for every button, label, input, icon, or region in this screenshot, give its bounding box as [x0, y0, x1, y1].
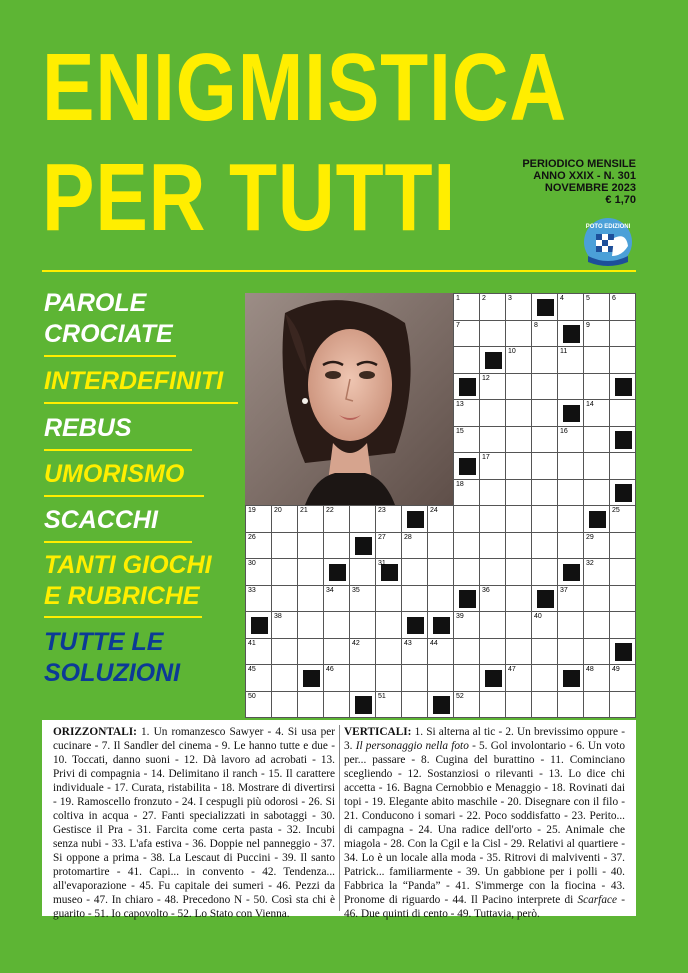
grid-cell: [479, 691, 506, 719]
grid-block: [485, 670, 502, 687]
menu-interdefiniti: INTERDEFINITI: [44, 367, 224, 395]
menu-soluzioni-line2: SOLUZIONI: [44, 659, 181, 687]
grid-cell: [531, 399, 558, 427]
down-heading: VERTICALI:: [344, 726, 412, 738]
grid-cell: [557, 320, 584, 348]
menu-underline: [44, 355, 176, 357]
grid-cell: [271, 505, 298, 533]
grid-cell: [609, 399, 636, 427]
grid-block: [537, 299, 554, 316]
grid-cell: [375, 585, 402, 613]
grid-cell: [349, 558, 376, 586]
grid-cell: [557, 638, 584, 666]
grid-cell: [505, 399, 532, 427]
grid-cell: [609, 691, 636, 719]
grid-number: 52: [456, 692, 464, 700]
grid-cell: [271, 585, 298, 613]
grid-cell: [453, 346, 480, 374]
issue-info: [522, 158, 636, 206]
grid-number: 13: [456, 401, 464, 408]
grid-number: 21: [300, 507, 308, 514]
grid-cell: [505, 320, 532, 348]
grid-cell: [479, 452, 506, 480]
grid-cell: [297, 585, 324, 613]
price: € 1,70: [605, 194, 636, 206]
menu-underline: [44, 616, 202, 618]
grid-cell: [479, 346, 506, 374]
grid-cell: [505, 373, 532, 401]
grid-number: 12: [482, 374, 490, 382]
grid-number: 26: [248, 533, 256, 541]
grid-cell: [453, 691, 480, 719]
grid-cell: [479, 293, 506, 321]
grid-cell: [427, 585, 454, 613]
grid-cell: [479, 558, 506, 586]
grid-number: 28: [404, 533, 412, 541]
grid-cell: [505, 611, 532, 639]
grid-cell: [583, 426, 610, 454]
grid-cell: [323, 532, 350, 560]
grid-cell: [609, 320, 636, 348]
grid-cell: [375, 532, 402, 560]
grid-number: 33: [248, 586, 256, 594]
grid-cell: [505, 638, 532, 666]
grid-number: 4: [560, 295, 564, 302]
grid-cell: [271, 638, 298, 666]
grid-cell: [609, 558, 636, 586]
grid-cell: [427, 558, 454, 586]
grid-cell: [583, 452, 610, 480]
grid-number: 39: [456, 613, 464, 620]
grid-number: 46: [326, 666, 334, 673]
masthead-line1: ENIGMISTICA: [42, 34, 568, 141]
grid-cell: [297, 611, 324, 639]
grid-cell: [531, 346, 558, 374]
grid-cell: [609, 505, 636, 533]
grid-cell: [505, 664, 532, 692]
grid-cell: [557, 691, 584, 719]
grid-cell: [479, 664, 506, 692]
grid-cell: [479, 320, 506, 348]
grid-number: 10: [508, 348, 516, 355]
across-heading: ORIZZONTALI:: [53, 726, 137, 738]
grid-cell: [375, 691, 402, 719]
grid-cell: [401, 638, 428, 666]
issue-date: NOVEMBRE 2023: [544, 182, 636, 194]
grid-number: 22: [326, 507, 334, 514]
grid-cell: [531, 320, 558, 348]
grid-number: 14: [586, 401, 594, 408]
grid-cell: [557, 664, 584, 692]
grid-cell: [245, 532, 272, 560]
grid-block: [355, 696, 372, 713]
grid-cell: [349, 532, 376, 560]
grid-number: 23: [378, 507, 386, 514]
across-clues: 1. Un romanzesco Sawyer - 4. Si usa per cucinare - 7. Il Sandler del cinema - 9. Le hanno tutte e due - 10. Toccati, danno suoni - 12. Dà lavoro ad acrobati - 13. Privi di compagnia - 14. Delimitano il ranch - 15. Il carattere individuale - 17. Curata, ristabilita - 18. Mostrare di divertirsi - 19. Ramoscello fronzuto - 24. I cespugli più odorosi - 26. Si coltiva in acqua - 27. Fanti specializzati in sabotaggi - 30. Gestisce il Pra - 31. Farcita come certa pasta - 32. Incubi senza nubi - 33. L'afa estiva - 36. Doppie nel panneggio - 37. Si oppone a prima - 38. La Lescaut di Puccini - 39. Il santo protomartire - 41. Capi... in convento - 42. Tendenza... all'evaporazione - 45. Fu capitale dei sumeri - 46. Pezzi da museo - 47. In chiaro - 48. Precedono N - 50. Così sta chi è guarito - 51. Io capovolto - 52. Lo Stato con Vienna.: [53, 726, 335, 920]
grid-cell: [349, 664, 376, 692]
grid-cell: [505, 452, 532, 480]
grid-number: 15: [456, 427, 464, 435]
grid-block: [459, 458, 476, 475]
grid-cell: [453, 373, 480, 401]
grid-cell: [401, 532, 428, 560]
grid-cell: [557, 346, 584, 374]
grid-cell: [505, 558, 532, 586]
grid-cell: [271, 611, 298, 639]
grid-cell: [531, 638, 558, 666]
grid-cell: [583, 611, 610, 639]
menu-tanti-giochi: [44, 550, 212, 612]
grid-cell: [427, 691, 454, 719]
grid-number: 7: [456, 321, 460, 329]
grid-cell: [531, 691, 558, 719]
logo-text: POTO EDIZIONI: [585, 224, 631, 230]
grid-cell: [323, 638, 350, 666]
grid-cell: [271, 558, 298, 586]
grid-cell: [375, 611, 402, 639]
grid-number: 1: [456, 295, 460, 302]
grid-cell: [505, 505, 532, 533]
grid-cell: [531, 426, 558, 454]
grid-number: 51: [378, 692, 386, 700]
grid-cell: [349, 691, 376, 719]
grid-cell: [427, 532, 454, 560]
grid-cell: [531, 452, 558, 480]
grid-number: 5: [586, 295, 590, 302]
grid-number: 34: [326, 586, 334, 594]
grid-number: 50: [248, 692, 256, 700]
grid-cell: [583, 373, 610, 401]
grid-number: 2: [482, 295, 486, 302]
grid-cell: [557, 373, 584, 401]
grid-cell: [297, 691, 324, 719]
grid-cell: [531, 558, 558, 586]
grid-cell: [271, 664, 298, 692]
grid-number: 8: [534, 321, 538, 329]
grid-cell: [557, 479, 584, 507]
menu-soluzioni-line1: TUTTE LE: [44, 628, 164, 656]
grid-cell: [453, 558, 480, 586]
grid-cell: [557, 399, 584, 427]
grid-number: 49: [612, 666, 620, 673]
grid-block: [485, 352, 502, 369]
grid-cell: [245, 585, 272, 613]
grid-cell: [427, 638, 454, 666]
grid-cell: [557, 452, 584, 480]
grid-number: 27: [378, 533, 386, 541]
grid-number: 42: [352, 639, 360, 647]
issue-number: ANNO XXIX - N. 301: [533, 170, 636, 182]
grid-cell: [531, 505, 558, 533]
grid-cell: [531, 373, 558, 401]
grid-cell: [583, 505, 610, 533]
grid-cell: [557, 558, 584, 586]
grid-block: [563, 670, 580, 687]
header-divider: [42, 270, 636, 272]
menu-underline: [44, 402, 238, 404]
grid-cell: [375, 638, 402, 666]
menu-underline: [44, 495, 204, 497]
grid-cell: [271, 532, 298, 560]
grid-number: 47: [508, 666, 516, 673]
grid-cell: [505, 293, 532, 321]
grid-cell: [401, 505, 428, 533]
periodic-label: PERIODICO MENSILE: [522, 158, 636, 170]
grid-cell: [609, 479, 636, 507]
menu-parole-line1: PAROLE: [44, 289, 147, 317]
grid-number: 16: [560, 427, 568, 435]
grid-block: [459, 590, 476, 607]
grid-cell: [323, 691, 350, 719]
grid-cell: [349, 585, 376, 613]
grid-number: 11: [560, 348, 568, 355]
grid-cell: [479, 532, 506, 560]
grid-cell: [609, 373, 636, 401]
grid-cell: [583, 399, 610, 427]
grid-cell: [531, 293, 558, 321]
grid-cell: [479, 611, 506, 639]
grid-number: 48: [586, 666, 594, 673]
grid-block: [329, 564, 346, 581]
grid-cell: [505, 426, 532, 454]
menu-underline: [44, 541, 192, 543]
grid-cell: [245, 611, 272, 639]
grid-block: [563, 325, 580, 342]
grid-number: 40: [534, 613, 542, 620]
grid-cell: [557, 532, 584, 560]
clues-box: [42, 720, 636, 920]
grid-cell: [531, 611, 558, 639]
grid-block: [615, 484, 632, 501]
grid-cell: [609, 426, 636, 454]
menu-parole-crociate: [44, 288, 173, 350]
clues-down: [339, 725, 629, 920]
grid-cell: [479, 505, 506, 533]
menu-tanti-line2: E RUBRICHE: [44, 582, 200, 610]
grid-cell: [453, 611, 480, 639]
grid-cell: [531, 532, 558, 560]
grid-cell: [427, 611, 454, 639]
grid-cell: [453, 479, 480, 507]
grid-cell: [297, 532, 324, 560]
grid-cell: [297, 638, 324, 666]
grid-cell: [557, 611, 584, 639]
cover-photo: [245, 293, 453, 505]
grid-cell: [479, 585, 506, 613]
grid-number: 36: [482, 586, 490, 594]
menu-rebus: REBUS: [44, 414, 132, 442]
grid-cell: [531, 585, 558, 613]
grid-cell: [453, 399, 480, 427]
down-clue-italic-2: Scarface: [577, 894, 617, 906]
grid-cell: [453, 505, 480, 533]
grid-cell: [479, 399, 506, 427]
grid-number: 18: [456, 480, 464, 488]
grid-block: [589, 511, 606, 528]
grid-cell: [453, 320, 480, 348]
grid-number: 19: [248, 507, 256, 514]
grid-number: 25: [612, 507, 620, 514]
menu-tanti-line1: TANTI GIOCHI: [44, 551, 212, 579]
grid-cell: [583, 638, 610, 666]
grid-cell: [245, 638, 272, 666]
grid-cell: [505, 585, 532, 613]
grid-cell: [297, 505, 324, 533]
grid-cell: [401, 691, 428, 719]
grid-number: 20: [274, 507, 282, 514]
grid-cell: [609, 452, 636, 480]
grid-cell: [453, 452, 480, 480]
grid-cell: [531, 664, 558, 692]
grid-cell: [609, 585, 636, 613]
grid-block: [433, 617, 450, 634]
grid-cell: [557, 293, 584, 321]
grid-cell: [375, 505, 402, 533]
grid-number: 29: [586, 533, 594, 541]
grid-cell: [375, 558, 402, 586]
grid-cell: [583, 320, 610, 348]
down-clues-1: 1. Si alterna al tic - 2. Un brevissimo oppure - 3.: [344, 726, 625, 752]
grid-cell: [609, 638, 636, 666]
grid-cell: [453, 638, 480, 666]
grid-cell: [453, 532, 480, 560]
grid-cell: [479, 638, 506, 666]
grid-cell: [375, 664, 402, 692]
grid-block: [303, 670, 320, 687]
grid-number: 6: [612, 295, 616, 302]
grid-cell: [531, 479, 558, 507]
grid-number: 17: [482, 454, 490, 461]
grid-block: [407, 617, 424, 634]
down-clue-italic: Il personaggio nella foto: [355, 740, 469, 752]
down-clues-3: - 46. Due quinti di cento - 49. Tuttavia, però.: [344, 894, 625, 920]
menu-umorismo: UMORISMO: [44, 460, 185, 488]
grid-cell: [583, 664, 610, 692]
menu-soluzioni: [44, 627, 180, 689]
grid-cell: [427, 664, 454, 692]
grid-cell: [583, 346, 610, 374]
grid-cell: [453, 664, 480, 692]
grid-block: [615, 431, 632, 448]
grid-cell: [505, 691, 532, 719]
grid-cell: [245, 505, 272, 533]
grid-cell: [557, 505, 584, 533]
grid-number: 9: [586, 321, 590, 329]
grid-number: 41: [248, 639, 256, 647]
grid-cell: [609, 293, 636, 321]
grid-cell: [479, 373, 506, 401]
grid-block: [459, 378, 476, 395]
grid-cell: [245, 691, 272, 719]
grid-number: 24: [430, 507, 438, 514]
grid-cell: [557, 426, 584, 454]
grid-cell: [401, 664, 428, 692]
grid-cell: [583, 293, 610, 321]
grid-cell: [349, 505, 376, 533]
grid-number: 32: [586, 560, 594, 567]
grid-cell: [505, 346, 532, 374]
grid-cell: [245, 664, 272, 692]
grid-cell: [479, 479, 506, 507]
grid-cell: [453, 426, 480, 454]
grid-cell: [583, 585, 610, 613]
grid-cell: [323, 585, 350, 613]
grid-cell: [323, 505, 350, 533]
grid-cell: [505, 479, 532, 507]
grid-cell: [583, 532, 610, 560]
grid-cell: [401, 611, 428, 639]
menu-scacchi: SCACCHI: [44, 506, 158, 534]
grid-block: [355, 537, 372, 554]
grid-cell: [427, 505, 454, 533]
grid-cell: [609, 346, 636, 374]
menu-parole-line2: CROCIATE: [44, 320, 173, 348]
grid-cell: [401, 585, 428, 613]
grid-block: [563, 405, 580, 422]
grid-number: 37: [560, 586, 568, 594]
grid-cell: [557, 585, 584, 613]
grid-cell: [583, 558, 610, 586]
grid-block: [407, 511, 424, 528]
grid-number: 35: [352, 586, 360, 594]
grid-cell: [323, 611, 350, 639]
grid-cell: [609, 532, 636, 560]
grid-number: 30: [248, 560, 256, 567]
grid-block: [433, 696, 450, 713]
grid-cell: [583, 691, 610, 719]
grid-cell: [297, 558, 324, 586]
grid-cell: [271, 691, 298, 719]
masthead-line2: PER TUTTI: [42, 144, 457, 251]
grid-number: 31: [378, 560, 386, 567]
grid-number: 38: [274, 613, 282, 620]
grid-block: [615, 643, 632, 660]
grid-cell: [245, 558, 272, 586]
grid-cell: [609, 611, 636, 639]
grid-number: 45: [248, 666, 256, 673]
grid-cell: [609, 664, 636, 692]
grid-number: 3: [508, 295, 512, 302]
grid-cell: [453, 585, 480, 613]
grid-cell: [297, 664, 324, 692]
publisher-logo-icon: [582, 216, 634, 268]
down-clues-2: - 5. Gol involontario - 6. Un voto per... passare - 8. Cugina del burattino - 11. Cominciano scegliendo - 12. Sostanziosi o rilevanti - 13. Lo dice chi accetta - 16. Bagna Cernobbio e Menaggio - 18. Rovinati dai topi - 19. Elegante abito maschile - 20. Disegnare con il filo - 21. Conducono i somari - 22. Poco soddisfatto - 23. Perito... di campagna - 24. Una radice dell'orto - 25. Animale che miagola - 28. Con la Cgil e la Cisl - 29. Relativi al quartiere - 34. Lo è un locale alla moda - 35. Ritrovi di malviventi - 37. Patrick... familiarmente - 39. Un gabbione per i polli - 40. Fabbrica la “Panda” - 41. S'immerge con la fiocina - 43. Pronome di riguardo - 44. Il Pacino interprete di: [344, 740, 626, 906]
grid-block: [251, 617, 268, 634]
grid-cell: [401, 558, 428, 586]
menu-underline: [44, 449, 192, 451]
grid-cell: [349, 638, 376, 666]
grid-block: [537, 590, 554, 607]
grid-cell: [583, 479, 610, 507]
grid-cell: [505, 532, 532, 560]
grid-cell: [323, 664, 350, 692]
grid-cell: [479, 426, 506, 454]
grid-number: 44: [430, 639, 438, 647]
grid-cell: [453, 293, 480, 321]
grid-cell: [323, 558, 350, 586]
grid-number: 43: [404, 639, 412, 647]
grid-block: [563, 564, 580, 581]
grid-cell: [349, 611, 376, 639]
clues-across: [49, 725, 339, 920]
grid-block: [615, 378, 632, 395]
